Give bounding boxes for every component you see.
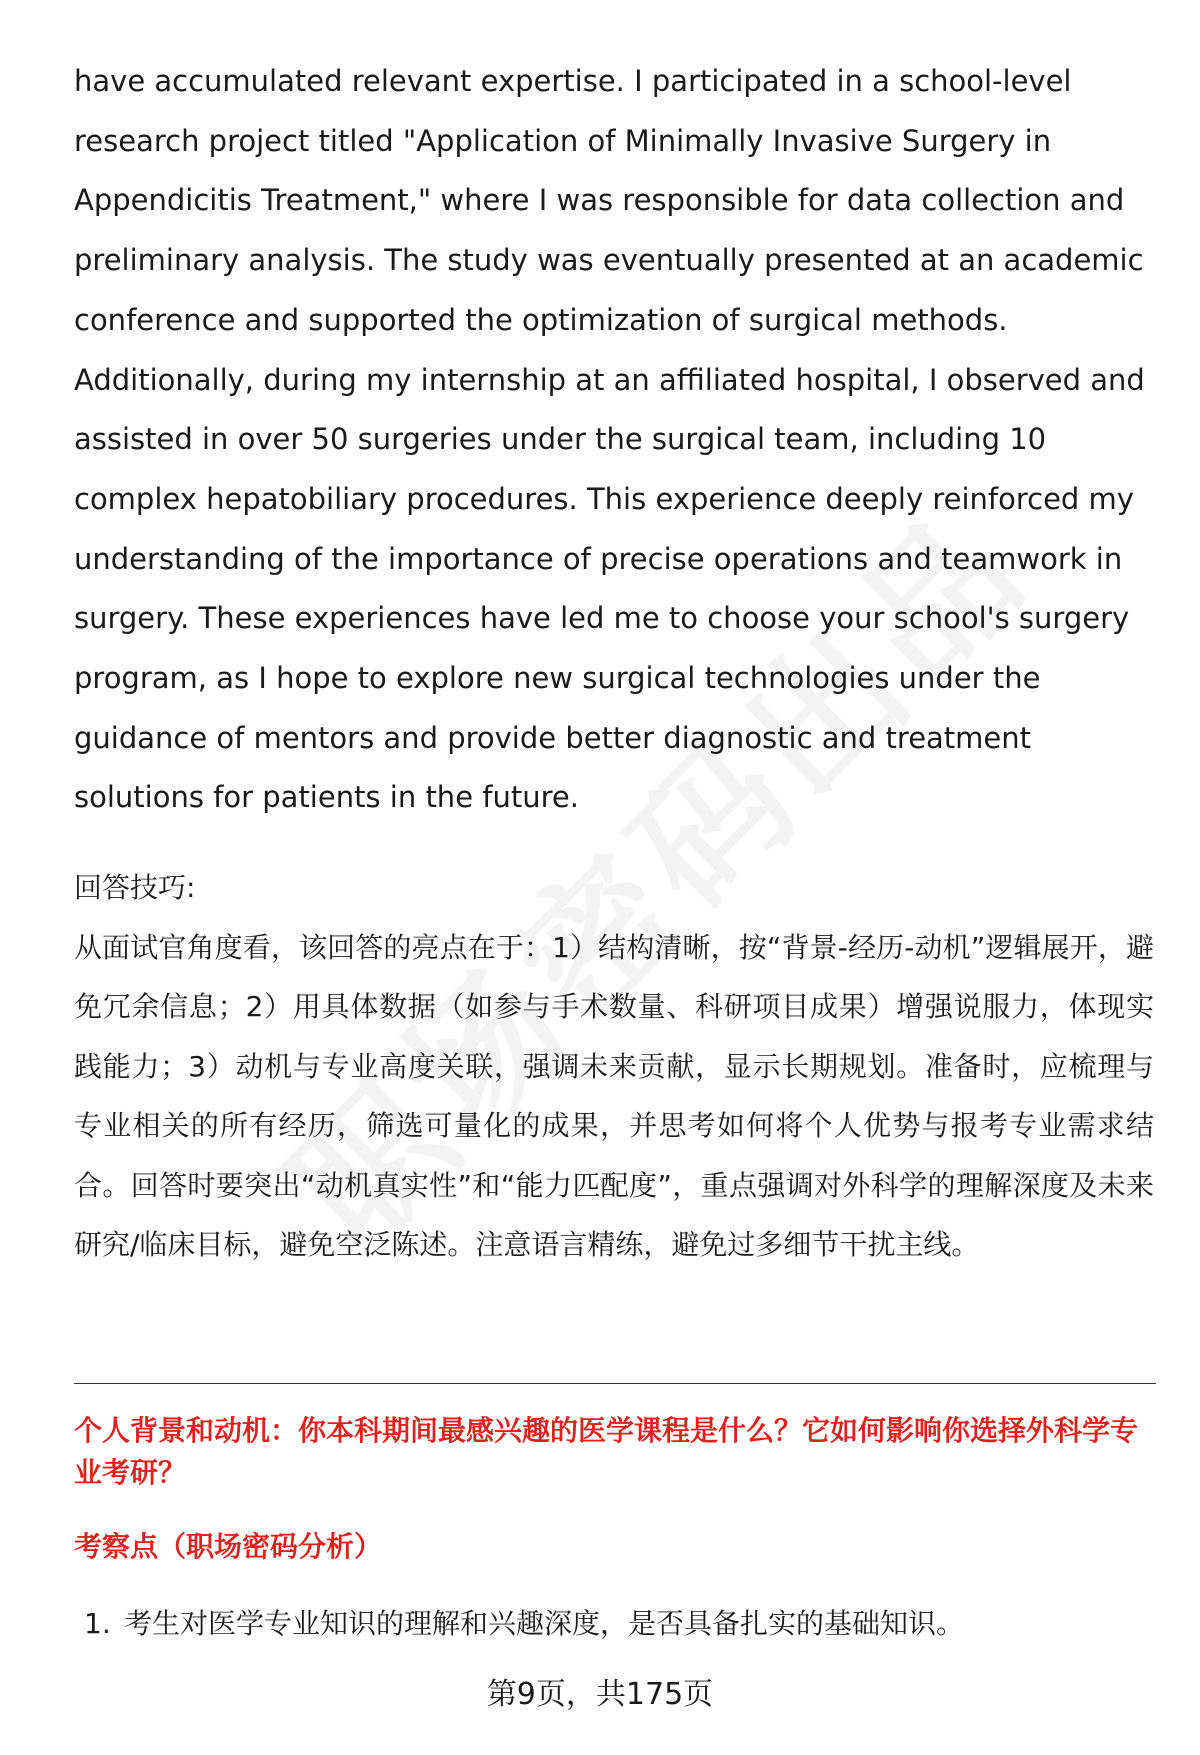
interview-question: 个人背景和动机：你本科期间最感兴趣的医学课程是什么？它如何影响你选择外科学专业考研？ [74,1414,1139,1489]
tips-body: 从面试官角度看，该回答的亮点在于：1）结构清晰，按“背景-经历-动机”逻辑展开，避免冗余信息；2）用具体数据（如参与手术数量、科研项目成果）增强说服力，体现实践能力；3）动机与专业高度关联，强调未来贡献，显示长期规划。准备时，应梳理与专业相关的所有经历，筛选可量化的成果，并思考如何将个人优势与报考专业需求结合。回答时要突出“动机真实性”和“能力匹配度”，重点强调对外科学的理解深度及未来研究/临床目标，避免空泛陈述。注意语言精练，避免过多细节干扰主线。 [74,930,1154,1261]
section-divider [74,1383,1156,1384]
list-item [84,1604,1154,1644]
tips-label: 回答技巧: [74,871,196,904]
assessment-heading: 考察点（职场密码分析） [74,1530,383,1563]
answer-paragraph: have accumulated relevant expertise. I participated in a school-level research project titled "Application of Minimally Invasive Surgery in Appendicitis Treatment," where I was responsible for data collection and preliminary analysis. The study was eventually presented at an academic conference and supported the optimization of surgical methods. Additionally, during my internship at an affiliated hospital, I observed and assisted in over 50 surgeries under the surgical team, including 10 complex hepatobiliary procedures. This experience deeply reinforced my understanding of the importance of precise operations and teamwork in surgery. These experiences have led me to choose your school's surgery program, as I hope to explore new surgical technologies under the guidance of mentors and provide better diagnostic and treatment solutions for patients in the future. [74,64,1145,815]
answer-tips-section [74,858,1154,1275]
assessment-point-list [84,1604,1154,1644]
list-item-text: 考生对医学专业知识的理解和兴趣深度，是否具备扎实的基础知识。 [124,1607,965,1640]
page-number: 第9页，共175页 [486,1677,714,1712]
list-item-number: 1. [84,1607,111,1640]
